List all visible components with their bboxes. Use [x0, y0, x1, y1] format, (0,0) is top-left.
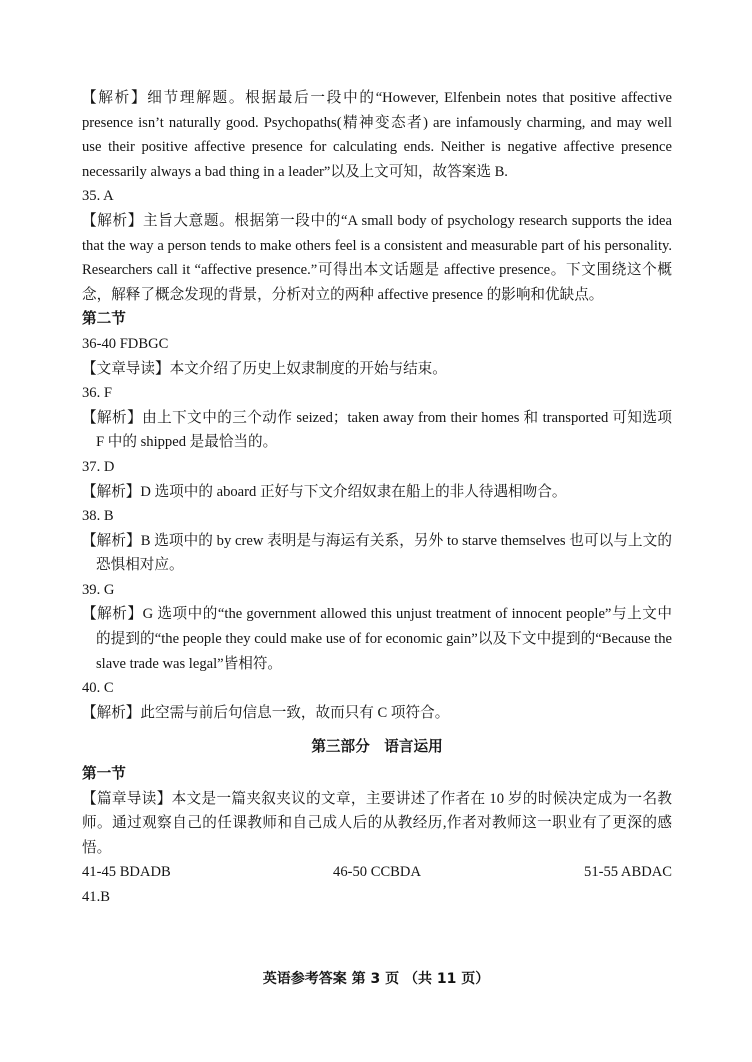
answer-38: 38. B [82, 508, 114, 525]
answer-35: 35. A [82, 188, 114, 205]
page-content [82, 86, 672, 910]
answer-39: 39. G [82, 581, 115, 598]
answer-41: 41.B [82, 889, 110, 905]
explanation-34: 【解析】细节理解题。根据最后一段中的“However, Elfenbein notes that positive affective presence isn’t naturally good. Psychopaths(精神变态者) are infamously charming, and may well use their positive affective presence for calculating ends. Neither is negative affective presence necessarily always a bad thing in a leader”以及上文可知，故答案选 B. [82, 90, 672, 180]
explanation-37: 【解析】D 选项中的 aboard 正好与下文介绍奴隶在船上的非人待遇相吻合。 [82, 483, 567, 500]
explanation-35: 【解析】主旨大意题。根据第一段中的“A small body of psychology research supports the idea that the way a person tends to make others feel is a consistent and measurable part of his personality. Researchers call it “affective presence.”可得出本文话题是 affective presence。下文围绕这个概念，解释了概念发现的背景，分析对立的两种 affective presence 的影响和优缺点。 [82, 212, 672, 303]
article-guide-part-3: 【篇章导读】本文是一篇夹叙夹议的文章，主要讲述了作者在 10 岁的时候决定成为一名教师。通过观察自己的任课教师和自己成人后的从教经历,作者对教师这一职业有了更深的感悟。 [82, 790, 672, 856]
answer-key-46-50: 46-50 CCBDA [333, 864, 421, 881]
explanation-38: 【解析】B 选项中的 by crew 表明是与海运有关系，另外 to starve themselves 也可以与上文的恐惧相对应。 [82, 532, 672, 574]
page-footer: 英语参考答案 第 3 页 （共 11 页） [262, 971, 490, 987]
article-guide-section-2: 【文章导读】本文介绍了历史上奴隶制度的开始与结束。 [82, 360, 447, 377]
section-1-heading: 第一节 [82, 766, 126, 783]
answer-37: 37. D [82, 458, 115, 475]
explanation-40: 【解析】此空需与前后句信息一致，故而只有 C 项符合。 [82, 704, 450, 721]
explanation-39: 【解析】G 选项中的“the government allowed this unjust treatment of innocent people”与上文中的提到的“the people they could make use of for economic gain”以及下文中提到的“Because the slave trade was legal”皆相符。 [82, 606, 672, 672]
answer-40: 40. C [82, 680, 114, 697]
answer-key-row-41-55 [82, 860, 672, 885]
answer-key-36-40: 36-40 FDBGC [82, 335, 169, 352]
answer-key-41-45: 41-45 BDADB [82, 864, 171, 881]
part-3-title: 第三部分 语言运用 [311, 739, 443, 756]
answer-36: 36. F [82, 385, 113, 402]
explanation-36: 【解析】由上下文中的三个动作 seized；taken away from their homes 和 transported 可知选项 F 中的 shipped 是最恰当的。 [82, 409, 672, 451]
answer-key-51-55: 51-55 ABDAC [584, 864, 673, 881]
section-2-heading: 第二节 [82, 311, 126, 328]
